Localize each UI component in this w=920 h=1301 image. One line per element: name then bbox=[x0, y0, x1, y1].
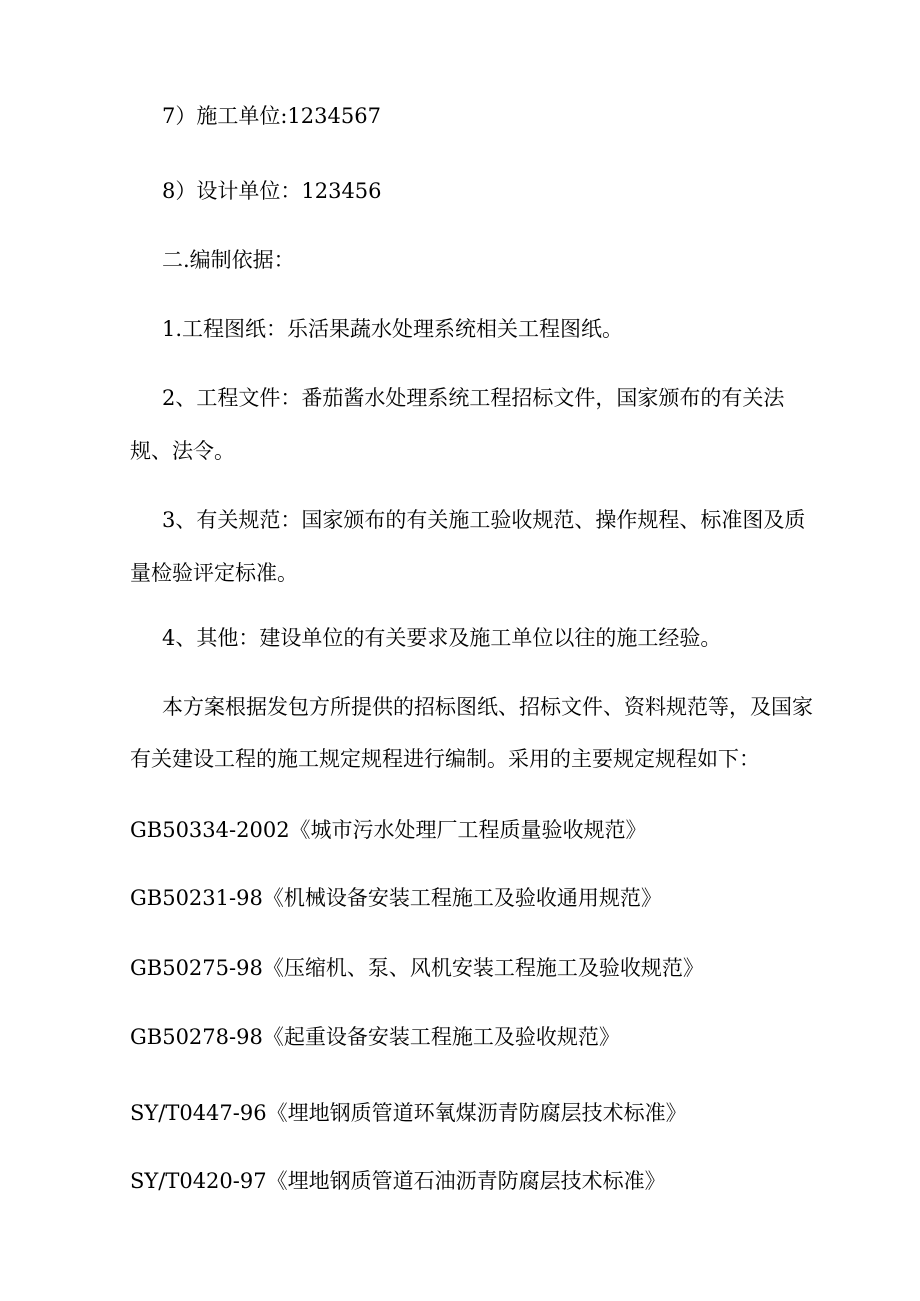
section-heading-basis: 二.编制依据： bbox=[162, 248, 295, 272]
basis-item-drawings: 1.工程图纸：乐活果蔬水处理系统相关工程图纸。 bbox=[162, 317, 624, 341]
basis-item-standards-continued: 量检验评定标准。 bbox=[130, 561, 298, 585]
standard-syt0447: SY/T0447-96《埋地钢质管道环氧煤沥青防腐层技术标准》 bbox=[130, 1101, 687, 1125]
basis-item-documents: 2、工程文件：番茄酱水处理系统工程招标文件，国家颁布的有关法 bbox=[162, 386, 785, 410]
standard-gb50275: GB50275-98《压缩机、泵、风机安装工程施工及验收规范》 bbox=[130, 956, 704, 980]
standard-gb50231: GB50231-98《机械设备安装工程施工及验收通用规范》 bbox=[130, 886, 662, 910]
basis-item-documents-continued: 规、法令。 bbox=[130, 439, 235, 463]
item-construction-unit: 7）施工单位:1234567 bbox=[162, 104, 381, 128]
item-design-unit: 8）设计单位：123456 bbox=[162, 179, 382, 203]
standard-gb50278: GB50278-98《起重设备安装工程施工及验收规范》 bbox=[130, 1025, 620, 1049]
basis-item-other: 4、其他：建设单位的有关要求及施工单位以往的施工经验。 bbox=[162, 626, 722, 650]
standard-syt0420: SY/T0420-97《埋地钢质管道石油沥青防腐层技术标准》 bbox=[130, 1169, 666, 1193]
basis-item-standards: 3、有关规范：国家颁布的有关施工验收规范、操作规程、标准图及质 bbox=[162, 508, 806, 532]
standard-gb50334: GB50334-2002《城市污水处理厂工程质量验收规范》 bbox=[130, 818, 647, 842]
plan-paragraph-continued: 有关建设工程的施工规定规程进行编制。采用的主要规定规程如下： bbox=[130, 747, 760, 771]
plan-paragraph: 本方案根据发包方所提供的招标图纸、招标文件、资料规范等，及国家 bbox=[162, 695, 813, 719]
